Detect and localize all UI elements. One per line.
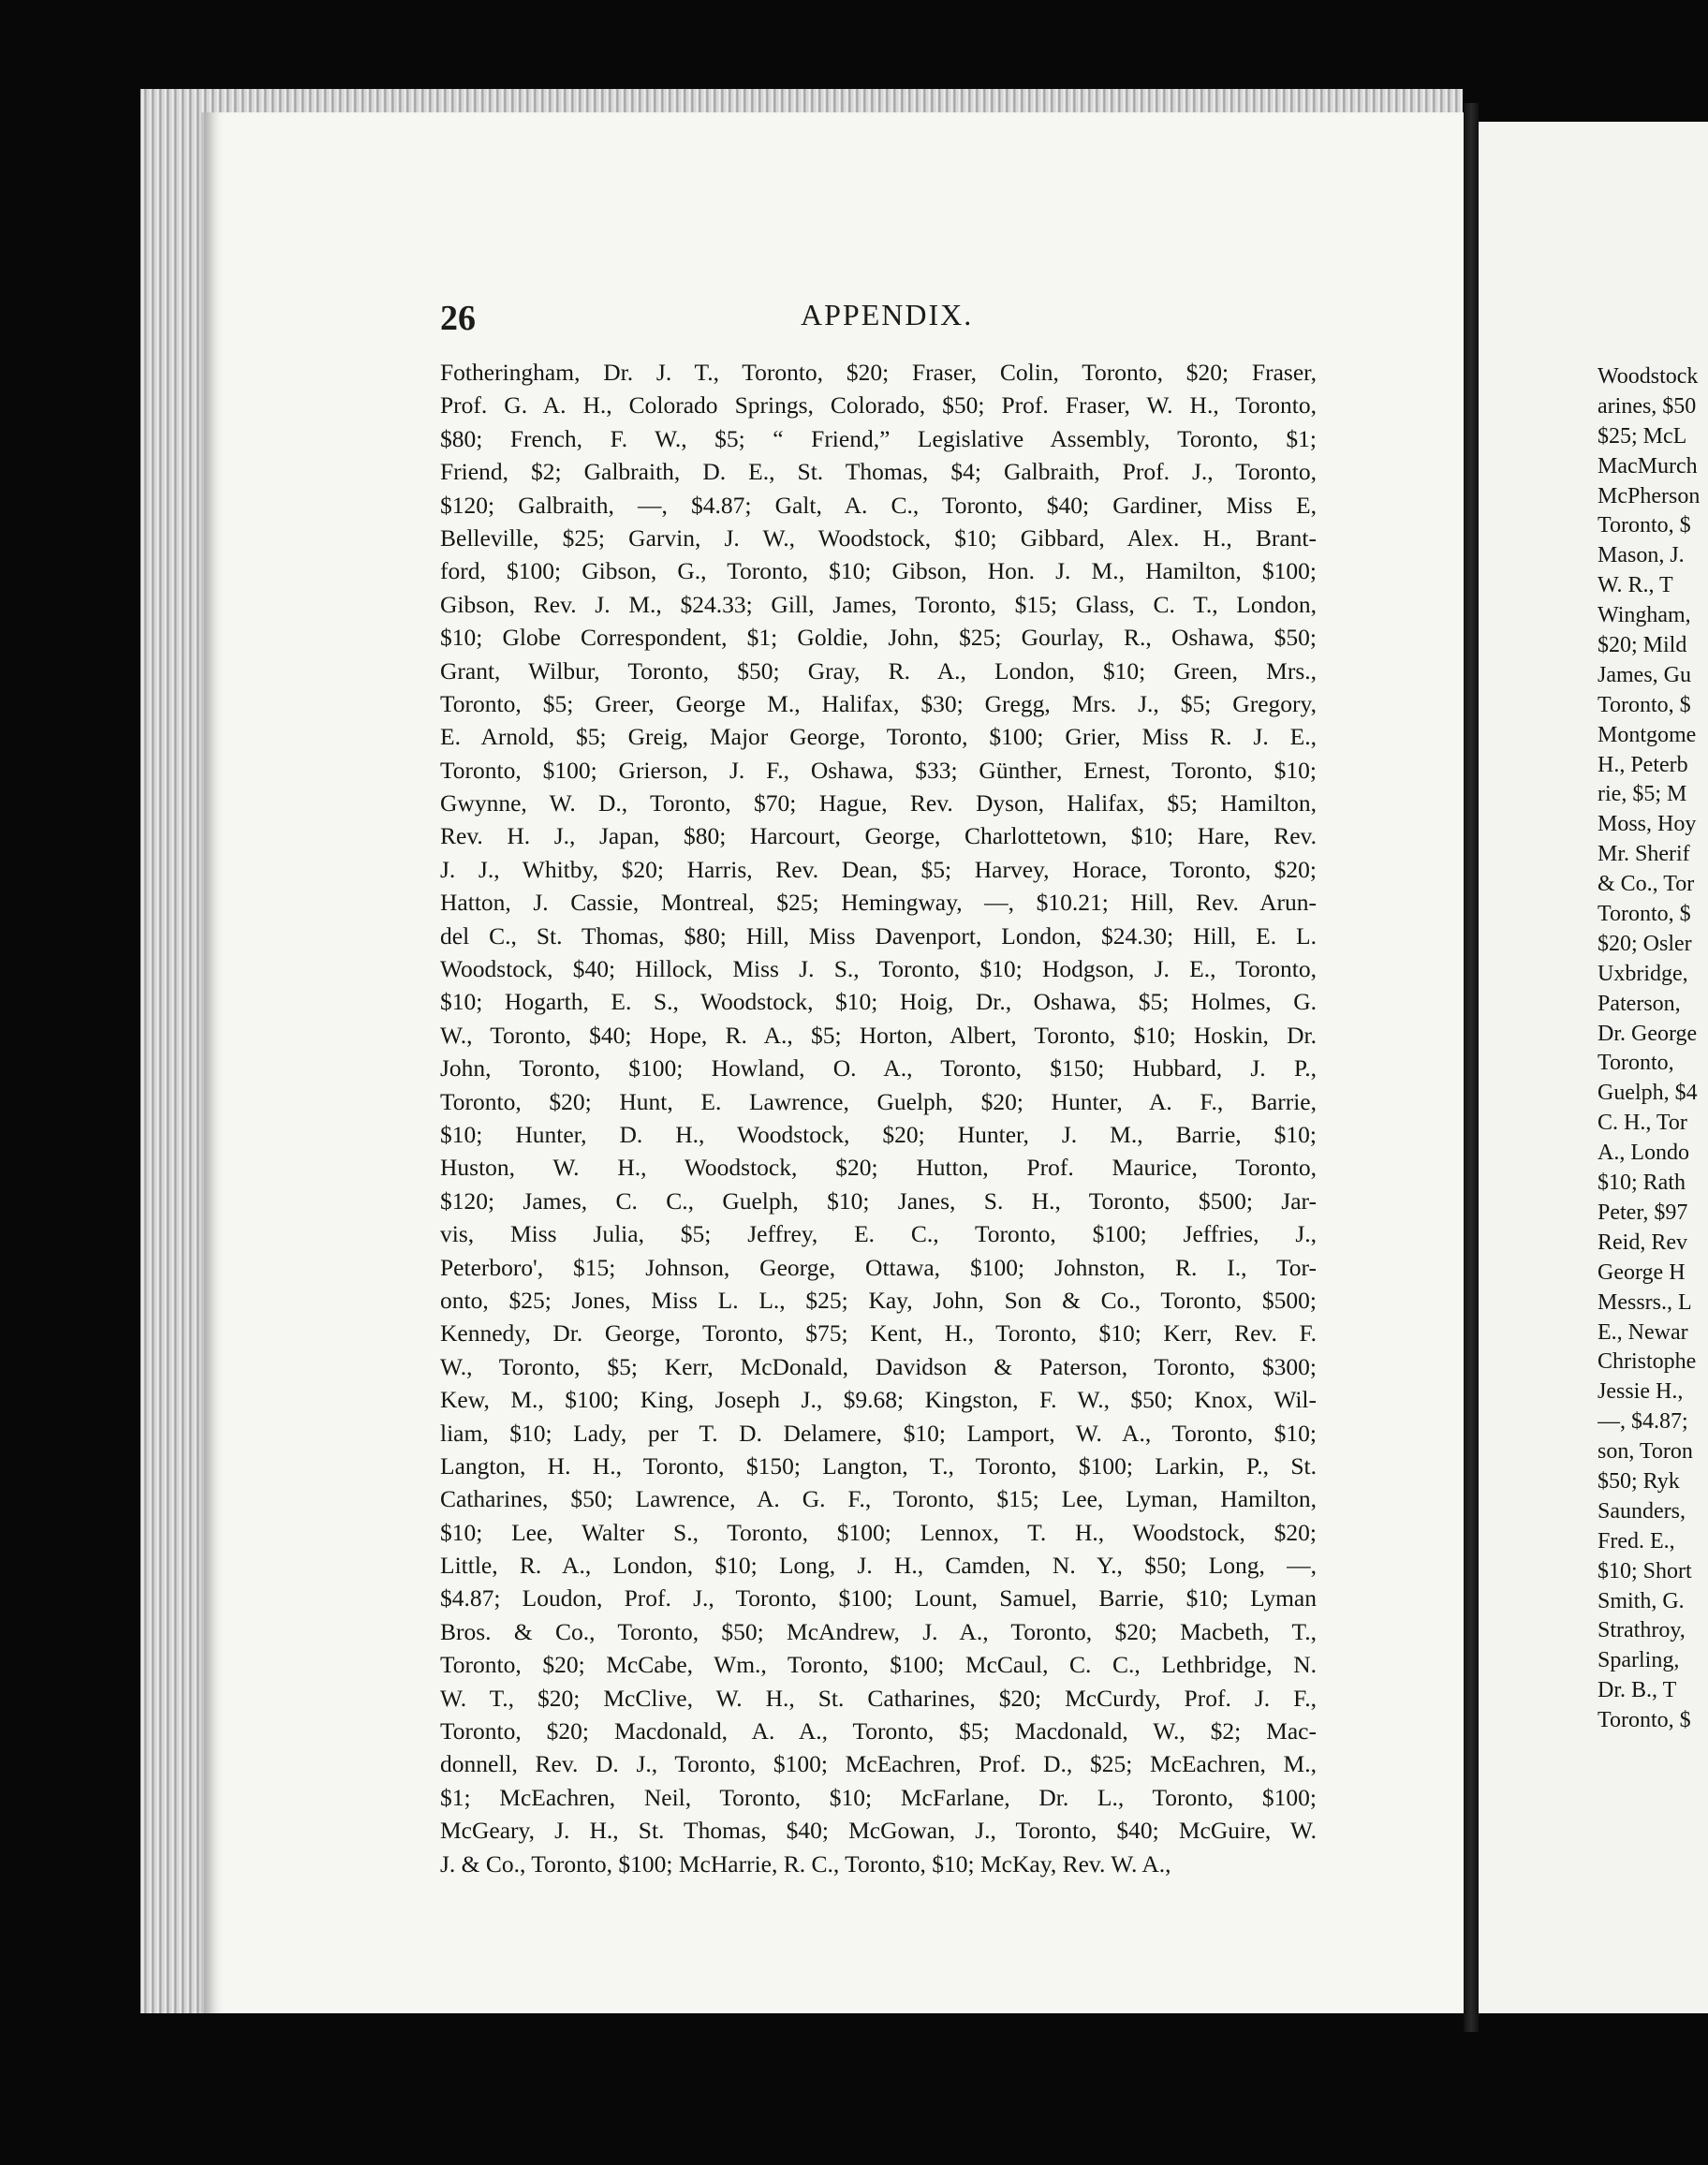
facing-page-text [1598,362,1708,1736]
text-line: ford, $100; Gibson, G., Toronto, $10; Gibson, Hon. J. M., Hamilton, $100; [440,557,1317,585]
facing-text-line: & Co., Tor [1598,872,1695,897]
facing-text-line: Toronto, $ [1598,692,1691,717]
text-line: Friend, $2; Galbraith, D. E., St. Thomas, $4; Galbraith, Prof. J., Toronto, [440,458,1317,486]
text-line: Belleville, $25; Garvin, J. W., Woodstock, $10; Gibbard, Alex. H., Brant- [440,523,1317,552]
text-line: Gibson, Rev. J. M., $24.33; Gill, James, Toronto, $15; Glass, C. T., London, [440,590,1317,618]
facing-text-line: —, $4.87; [1598,1409,1688,1435]
text-line: Gwynne, W. D., Toronto, $70; Hague, Rev. Dyson, Halifax, $5; Hamilton, [440,789,1317,817]
text-line: W., Toronto, $5; Kerr, McDonald, Davidson & Paterson, Toronto, $300; [440,1352,1317,1380]
facing-text-line: rie, $5; M [1598,782,1687,807]
text-line: $4.87; Loudon, Prof. J., Toronto, $100; Lount, Samuel, Barrie, $10; Lyman [440,1584,1317,1613]
facing-text-line: Peter, $97 [1598,1200,1688,1225]
text-line: $80; French, F. W., $5; “ Friend,” Legislative Assembly, Toronto, $1; [440,424,1317,452]
facing-text-line: Fred. E., [1598,1528,1675,1554]
text-line: W. T., $20; McClive, W. H., St. Catharines, $20; McCurdy, Prof. J. F., [440,1684,1317,1712]
text-line: John, Toronto, $100; Howland, O. A., Toronto, $150; Hubbard, J. P., [440,1054,1317,1082]
text-line: onto, $25; Jones, Miss L. L., $25; Kay, John, Son & Co., Toronto, $500; [440,1286,1317,1314]
facing-text-line: Montgome [1598,722,1697,747]
facing-text-line: Smith, G. [1598,1588,1685,1613]
facing-text-line: Paterson, [1598,991,1681,1016]
facing-text-line: W. R., T [1598,573,1673,598]
facing-text-line: Toronto, $ [1598,902,1691,927]
facing-text-line: Toronto, $ [1598,1708,1691,1733]
running-head: APPENDIX. [801,298,974,331]
text-line: Toronto, $5; Greer, George M., Halifax, $30; Gregg, Mrs. J., $5; Gregory, [440,689,1317,717]
text-line: $10; Hunter, D. H., Woodstock, $20; Hunter, J. M., Barrie, $10; [440,1120,1317,1148]
page-number: 26 [440,299,476,338]
facing-text-line: $20; Osler [1598,931,1692,956]
text-line: Woodstock, $40; Hillock, Miss J. S., Toronto, $10; Hodgson, J. E., Toronto, [440,955,1317,983]
facing-text-line: Strathroy, [1598,1618,1686,1643]
text-line: $10; Hogarth, E. S., Woodstock, $10; Hoig, Dr., Oshawa, $5; Holmes, G. [440,988,1317,1016]
text-line: Little, R. A., London, $10; Long, J. H., Camden, N. Y., $50; Long, —, [440,1552,1317,1580]
text-line: donnell, Rev. D. J., Toronto, $100; McEachren, Prof. D., $25; McEachren, M., [440,1750,1317,1778]
text-line: liam, $10; Lady, per T. D. Delamere, $10; Lamport, W. A., Toronto, $10; [440,1419,1317,1447]
facing-text-line: Uxbridge, [1598,961,1688,986]
text-line: Huston, W. H., Woodstock, $20; Hutton, Prof. Maurice, Toronto, [440,1154,1317,1182]
facing-text-line: Wingham, [1598,603,1691,628]
text-line: $10; Globe Correspondent, $1; Goldie, John, $25; Gourlay, R., Oshawa, $50; [440,624,1317,652]
facing-text-line: $25; McL [1598,423,1687,449]
text-line: $10; Lee, Walter S., Toronto, $100; Lennox, T. H., Woodstock, $20; [440,1518,1317,1546]
text-line: $120; James, C. C., Guelph, $10; Janes, S. H., Toronto, $500; Jar- [440,1186,1317,1215]
text-line: Grant, Wilbur, Toronto, $50; Gray, R. A., London, $10; Green, Mrs., [440,656,1317,685]
facing-text-line: Guelph, $4 [1598,1081,1698,1106]
text-line: W., Toronto, $40; Hope, R. A., $5; Horton, Albert, Toronto, $10; Hoskin, Dr. [440,1021,1317,1049]
facing-text-line: Mason, J. [1598,543,1685,568]
subscriber-list-text [440,356,1317,1880]
text-line: Bros. & Co., Toronto, $50; McAndrew, J. A., Toronto, $20; Macbeth, T., [440,1617,1317,1645]
facing-text-line: George H [1598,1259,1686,1285]
facing-text-line: H., Peterb [1598,752,1688,777]
text-line: Toronto, $100; Grierson, J. F., Oshawa, $33; Günther, Ernest, Toronto, $10; [440,756,1317,784]
facing-text-line: Mr. Sherif [1598,842,1690,867]
text-line: E. Arnold, $5; Greig, Major George, Toronto, $100; Grier, Miss R. J. E., [440,723,1317,751]
facing-text-line: Moss, Hoy [1598,812,1697,837]
facing-text-line: E., Newar [1598,1319,1688,1345]
facing-text-line: MacMurch [1598,453,1698,479]
facing-text-line: Toronto, [1598,1051,1674,1076]
text-line: $120; Galbraith, —, $4.87; Galt, A. C., Toronto, $40; Gardiner, Miss E, [440,491,1317,519]
facing-text-line: Reid, Rev [1598,1230,1687,1255]
text-line: Catharines, $50; Lawrence, A. G. F., Toronto, $15; Lee, Lyman, Hamilton, [440,1485,1317,1513]
facing-text-line: $50; Ryk [1598,1468,1680,1494]
facing-text-line: Dr. George [1598,1021,1698,1046]
text-line: Peterboro', $15; Johnson, George, Ottawa, $100; Johnston, R. I., Tor- [440,1253,1317,1281]
facing-text-line: arines, $50 [1598,393,1697,419]
text-line: Rev. H. J., Japan, $80; Harcourt, George, Charlottetown, $10; Hare, Rev. [440,822,1317,850]
text-line: Kew, M., $100; King, Joseph J., $9.68; Kingston, F. W., $50; Knox, Wil- [440,1386,1317,1414]
text-line: Kennedy, Dr. George, Toronto, $75; Kent, H., Toronto, $10; Kerr, Rev. F. [440,1319,1317,1348]
text-line: vis, Miss Julia, $5; Jeffrey, E. C., Toronto, $100; Jeffries, J., [440,1220,1317,1248]
facing-text-line: Toronto, $ [1598,513,1691,538]
facing-text-line: McPherson [1598,483,1701,508]
text-line: Toronto, $20; McCabe, Wm., Toronto, $100; McCaul, C. C., Lethbridge, N. [440,1651,1317,1679]
text-line: J. J., Whitby, $20; Harris, Rev. Dean, $5; Harvey, Horace, Toronto, $20; [440,855,1317,883]
facing-text-line: $10; Short [1598,1558,1692,1583]
text-line: Langton, H. H., Toronto, $150; Langton, T., Toronto, $100; Larkin, P., St. [440,1451,1317,1480]
facing-text-line: C. H., Tor [1598,1111,1687,1136]
facing-text-line: $20; Mild [1598,633,1687,658]
text-line: Toronto, $20; Macdonald, A. A., Toronto, $5; Macdonald, W., $2; Mac- [440,1717,1317,1745]
facing-text-line: Christophe [1598,1349,1697,1375]
facing-text-line: Messrs., L [1598,1289,1692,1315]
facing-text-line: A., Londo [1598,1141,1689,1166]
book-gutter [1464,103,1479,2032]
text-line: del C., St. Thomas, $80; Hill, Miss Davenport, London, $24.30; Hill, E. L. [440,921,1317,950]
text-line: Toronto, $20; Hunt, E. Lawrence, Guelph, $20; Hunter, A. F., Barrie, [440,1087,1317,1115]
facing-text-line: Saunders, [1598,1498,1686,1524]
facing-text-line: Sparling, [1598,1648,1680,1673]
text-line: Prof. G. A. H., Colorado Springs, Colorado, $50; Prof. Fraser, W. H., Toronto, [440,391,1317,420]
text-line: J. & Co., Toronto, $100; McHarrie, R. C., Toronto, $10; McKay, Rev. W. A., [440,1849,1171,1878]
facing-text-line: son, Toron [1598,1439,1693,1465]
facing-text-line: Dr. B., T [1598,1678,1677,1703]
text-line: McGeary, J. H., St. Thomas, $40; McGowan, J., Toronto, $40; McGuire, W. [440,1817,1317,1845]
text-line: $1; McEachren, Neil, Toronto, $10; McFarlane, Dr. L., Toronto, $100; [440,1783,1317,1811]
facing-text-line: $10; Rath [1598,1171,1686,1196]
facing-text-line: Woodstock [1598,364,1699,389]
text-line: Hatton, J. Cassie, Montreal, $25; Hemingway, —, $10.21; Hill, Rev. Arun- [440,889,1317,917]
facing-text-line: James, Gu [1598,662,1691,687]
text-line: Fotheringham, Dr. J. T., Toronto, $20; Fraser, Colin, Toronto, $20; Fraser, [440,359,1317,386]
facing-text-line: Jessie H., [1598,1379,1684,1405]
